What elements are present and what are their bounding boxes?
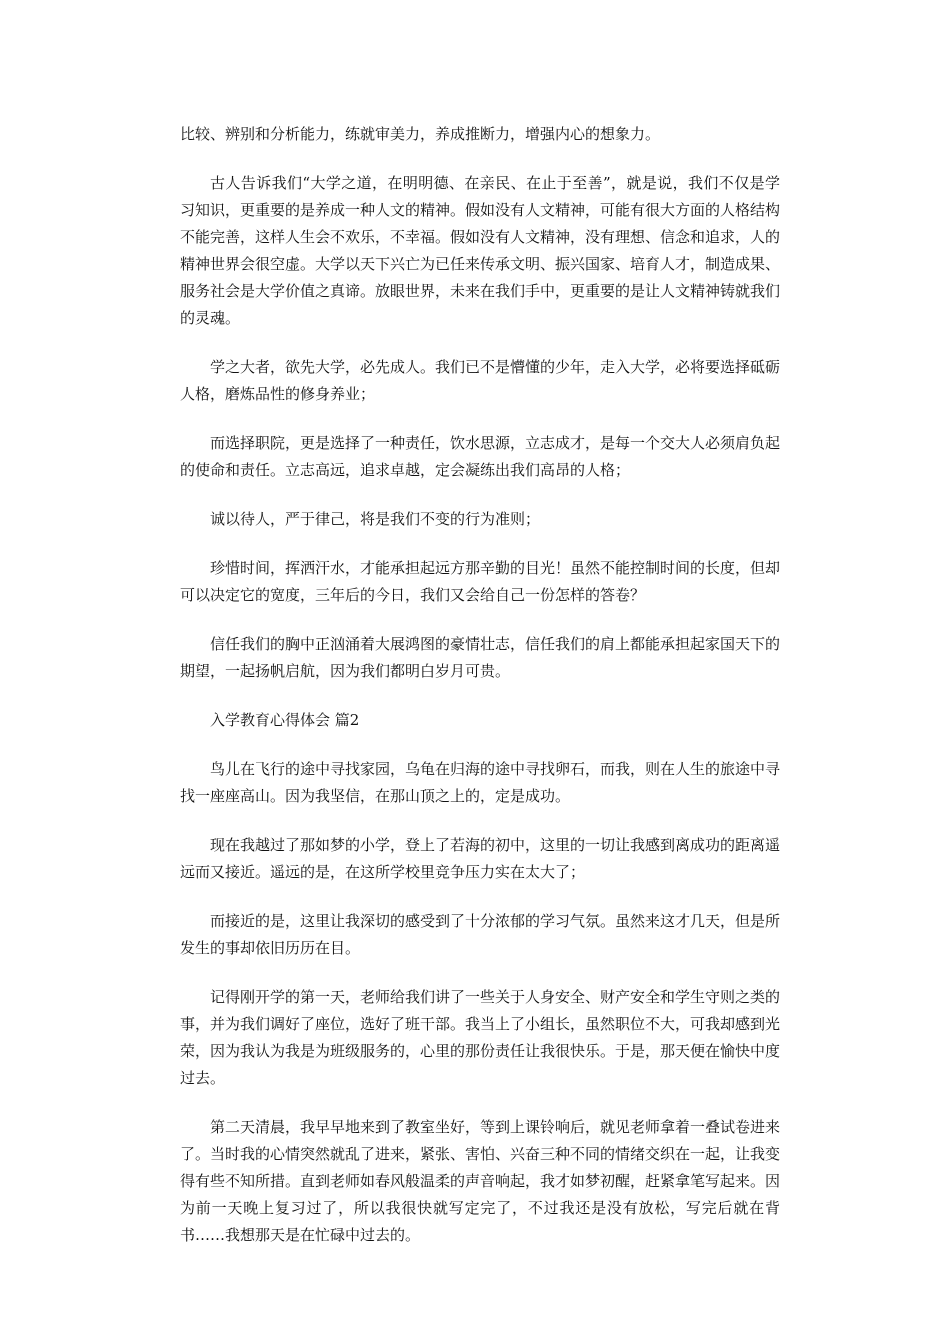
paragraph-birds-and-mountains: 鸟儿在飞行的途中寻找家园，乌龟在归海的途中寻找卵石，而我，则在人生的旅途中寻找一座座高山。因为我坚信，在那山顶之上的，定是成功。 <box>180 760 781 805</box>
paragraph-first-day: 记得刚开学的第一天，老师给我们讲了一些关于人身安全、财产安全和学生守则之类的事，并为我们调好了座位，选好了班干部。我当上了小组长，虽然职位不大，可我却感到光荣，因为我认为我是为班级服务的，心里的那份责任让我很快乐。于是，那天便在愉快中度过去。 <box>180 988 781 1087</box>
paragraph-study-atmosphere: 而接近的是，这里让我深切的感受到了十分浓郁的学习气氛。虽然来这才几天，但是所发生的事却依旧历历在目。 <box>180 912 781 957</box>
paragraph-humanistic-spirit: 古人告诉我们“大学之道，在明明德、在亲民、在止于至善”，就是说，我们不仅是学习知识，更重要的是养成一种人文的精神。假如没有人文精神，可能有很大方面的人格结构不能完善，这样人生会不欢乐，不幸福。假如没有人文精神，没有理想、信念和追求，人的精神世界会很空虚。大学以天下兴亡为已任来传承文明、振兴国家、培育人才，制造成果、服务社会是大学价值之真谛。放眼世界，未来在我们手中，更重要的是让人文精神铸就我们的灵魂。 <box>180 174 781 327</box>
paragraph-continuation: 比较、辨别和分析能力，练就审美力，养成推断力，增强内心的想象力。 <box>180 125 661 143</box>
paragraph-become-person: 学之大者，欲先大学，必先成人。我们已不是懵懂的少年，走入大学，必将要选择砥砺人格，磨炼品性的修身养业； <box>180 358 781 403</box>
document-page <box>180 121 780 1271</box>
paragraph-cherish-time: 珍惜时间，挥洒汗水，才能承担起远方那辛勤的目光！虽然不能控制时间的长度，但却可以决定它的宽度，三年后的今日，我们又会给自己一份怎样的答卷？ <box>180 559 781 604</box>
paragraph-new-school: 现在我越过了那如梦的小学，登上了若海的初中，这里的一切让我感到离成功的距离遥远而又接近。遥远的是，在这所学校里竞争压力实在太大了； <box>180 836 781 881</box>
paragraph-code-of-conduct: 诚以待人，严于律己，将是我们不变的行为准则； <box>210 510 541 528</box>
section-heading: 入学教育心得体会 篇2 <box>210 711 360 729</box>
paragraph-responsibility: 而选择职院，更是选择了一种责任，饮水思源，立志成才，是每一个交大人必须肩负起的使命和责任。立志高远，追求卓越，定会凝练出我们高昂的人格； <box>180 434 781 479</box>
paragraph-set-sail: 信任我们的胸中正汹涌着大展鸿图的豪情壮志，信任我们的肩上都能承担起家国天下的期望，一起扬帆启航，因为我们都明白岁月可贵。 <box>180 635 781 680</box>
paragraph-second-day: 第二天清晨，我早早地来到了教室坐好，等到上课铃响后，就见老师拿着一叠试卷进来了。当时我的心情突然就乱了进来，紧张、害怕、兴奋三种不同的情绪交织在一起，让我变得有些不知所措。直到老师如春风般温柔的声音响起，我才如梦初醒，赶紧拿笔写起来。因为前一天晚上复习过了，所以我很快就写定完了，不过我还是没有放松，写完后就在背书……我想那天是在忙碌中过去的。 <box>180 1118 781 1244</box>
